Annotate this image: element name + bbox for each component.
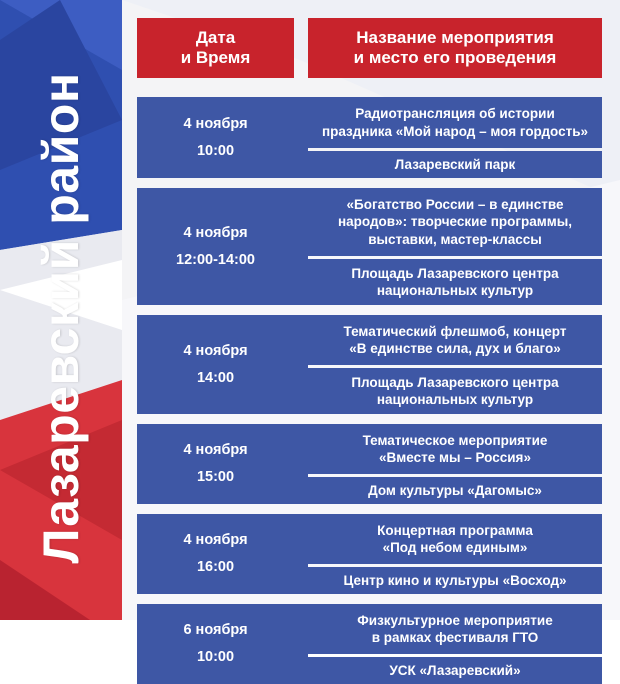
date-cell	[137, 424, 294, 504]
date-cell	[137, 97, 294, 178]
place-line: национальных культур	[376, 283, 534, 298]
gap-cell	[294, 188, 308, 305]
date: 4 ноября	[183, 532, 248, 549]
event-cell	[308, 188, 602, 256]
event-cell	[308, 424, 602, 474]
header-event-line1: Название мероприятия	[356, 27, 554, 47]
header-date-time	[137, 18, 294, 78]
header-event-line2: и место его проведения	[353, 48, 557, 67]
date-cell	[137, 315, 294, 414]
date: 4 ноября	[183, 442, 248, 459]
time: 16:00	[196, 559, 235, 575]
place-line: УСК «Лазаревский»	[389, 662, 521, 678]
time: 10:00	[196, 142, 235, 159]
event-cell	[308, 315, 602, 365]
event-line: Физкультурное мероприятие	[357, 612, 553, 628]
event-line: Тематическое мероприятие	[362, 432, 548, 448]
side-title: Лазаревский район	[33, 72, 89, 564]
event-line: в рамках фестиваля ГТО	[371, 630, 539, 645]
gap-cell	[294, 315, 308, 414]
header-event	[308, 18, 602, 78]
event-line: «В единстве сила, дух и благо»	[349, 341, 561, 356]
time: 10:00	[196, 649, 235, 665]
gap-cell	[294, 514, 308, 594]
time: 15:00	[196, 469, 235, 485]
event-line: Концертная программа	[377, 522, 533, 538]
gap-cell	[294, 424, 308, 504]
header-date-line1: Дата	[195, 27, 236, 47]
date-cell	[137, 604, 294, 684]
time: 14:00	[196, 369, 235, 386]
date: 4 ноября	[183, 115, 248, 132]
place-line: Дом культуры «Дагомыс»	[368, 482, 542, 498]
place-cell	[308, 368, 602, 414]
event-line: Тематический флешмоб, концерт	[343, 323, 567, 339]
place-cell	[308, 477, 602, 504]
event-line: Радиотрансляция об истории	[355, 106, 555, 122]
place-line: Площадь Лазаревского центра	[351, 374, 559, 390]
place-cell	[308, 259, 602, 305]
gap-cell	[294, 604, 308, 684]
event-cell	[308, 604, 602, 654]
event-line: выставки, мастер-классы	[368, 231, 542, 247]
gap-cell	[294, 97, 308, 178]
date: 4 ноября	[183, 224, 248, 241]
event-cell	[308, 97, 602, 148]
time: 12:00-14:00	[176, 251, 255, 268]
event-line: «Богатство России – в единстве	[346, 197, 564, 213]
place-line: Лазаревский парк	[394, 156, 516, 172]
place-cell	[308, 567, 602, 594]
event-line: народов»: творческие программы,	[337, 214, 572, 230]
event-cell	[308, 514, 602, 564]
date: 6 ноября	[183, 622, 248, 639]
date-cell	[137, 514, 294, 594]
date: 4 ноября	[183, 342, 248, 359]
event-line: «Под небом единым»	[382, 540, 528, 555]
header-date-line2: и Время	[180, 48, 251, 67]
date-cell	[137, 188, 294, 305]
place-cell	[308, 657, 602, 684]
event-line: праздника «Мой народ – моя гордость»	[321, 123, 589, 139]
event-line: «Вместе мы – Россия»	[379, 450, 531, 465]
place-cell	[308, 151, 602, 178]
place-line: Центр кино и культуры «Восход»	[343, 572, 567, 588]
place-line: Площадь Лазаревского центра	[351, 265, 559, 281]
place-line: национальных культур	[376, 392, 534, 407]
schedule-table	[137, 18, 602, 678]
